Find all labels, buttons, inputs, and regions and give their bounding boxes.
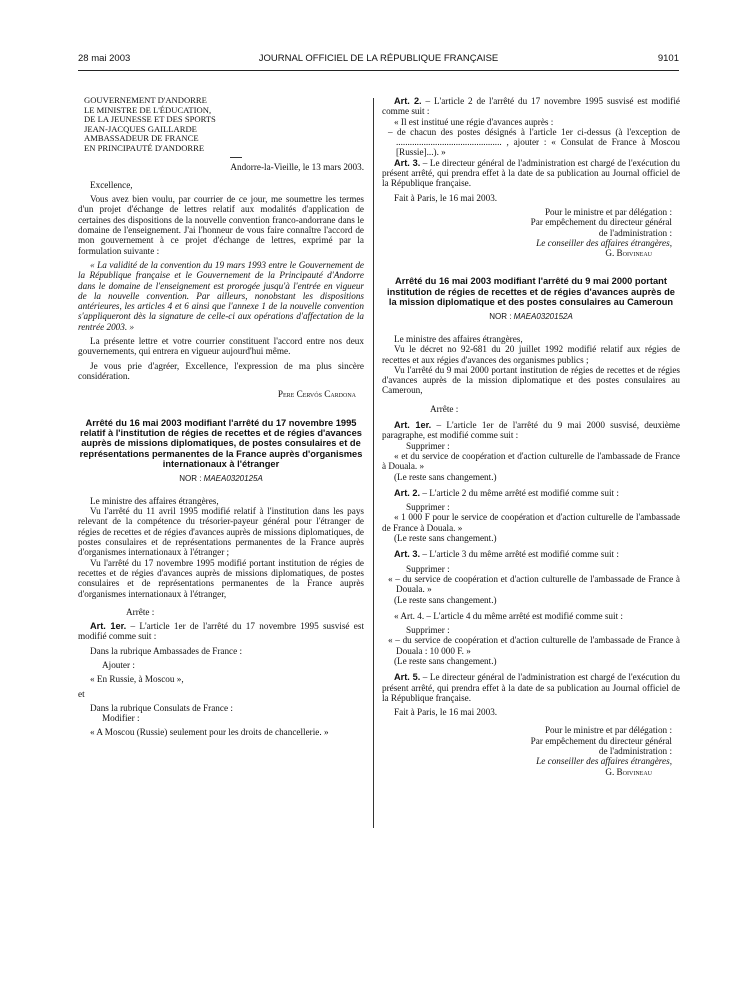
decree2-article-2-label: Art. 2. [394, 487, 421, 498]
decree2-signature-line-3: de l'administration : [598, 746, 672, 757]
decree2-fait: Fait à Paris, le 16 mai 2003. [394, 707, 498, 718]
decree1-vu-2: Vu l'arrêté du 17 novembre 1995 modifié portant institution de régies de recettes et de régies d'avances auprès de missions diplomatiques, de postes consulaires et de représentations permanentes de la France auprès d'organismes internationaux à l'étranger, [78, 557, 364, 599]
decree2-nor [382, 312, 680, 322]
letter-authority-government: GOUVERNEMENT D'ANDORRE [84, 95, 207, 105]
decree2-article-4-quote: « – du service de coopération et d'action culturelle de l'ambassade de France à Douala : 10 000 F. » [388, 635, 680, 656]
decree1-nor-code: MAEA0320125A [203, 473, 263, 483]
decree1-signature-block [382, 207, 680, 258]
letter-authority-ambassador-place: EN PRINCIPAUTÉ D'ANDORRE [84, 142, 205, 153]
decree2-signature-line-2: Par empêchement du directeur général [530, 735, 672, 746]
right-column [382, 96, 680, 777]
decree1-article-2-quote-2: – de chacun des postes désignés à l'article 1er ci-dessus (à l'exception de .............................................. , ajouter : « Consulat de France à Moscou [Russie]...). » [388, 126, 680, 158]
page-header [78, 53, 679, 67]
decree1-signature-line-4: Le conseiller des affaires étrangères, [536, 237, 672, 248]
decree1-article-3-text: – Le directeur général de l'administration est chargé de l'exécution du présent arrêté, qui prendra effet à la date de sa publication au Journal officiel de la République française. [382, 157, 681, 189]
decree1-article-2-text: – L'article 2 de l'arrêté du 17 novembre 1995 susvisé est modifié comme suit : [382, 96, 680, 117]
decree1-fait: Fait à Paris, le 16 mai 2003. [394, 192, 498, 203]
letter-paragraph-1: Vous avez bien voulu, par courrier de ce jour, me soumettre les termes d'un projet d'échange de lettres relatif aux modalités d'application de certaines des dispositions de la nouvelle convention franco-andorrane dans le domaine de l'enseignement. J'ai l'honneur de vous faire connaître l'accord de mon gouvernement à ce projet d'échange de lettres, exprimé par la formulation suivante : [78, 194, 364, 256]
letter-salutation: Excellence, [90, 179, 133, 190]
decree2-signature-name: G. Boivineau [605, 766, 652, 777]
decree2-nor-code: MAEA0320152A [513, 311, 573, 321]
header-page-number: 9101 [657, 53, 679, 64]
letter-quote: « La validité de la convention du 19 mars 1993 entre le Gouvernement de la République française et le Gouvernement de la Principauté d'Andorre dans le domaine de l'enseignement est prorogée jusqu'à l'entrée en vigueur de la nouvelle convention. Par ailleurs, nonobstant les dispositions antérieures, les articles 4 et 6 ainsi que l'annexe 1 de la nouvelle convention s'appliqueront dès la signature de celle-ci aux opérations d'affectation de la rentrée 2003. » [78, 259, 364, 332]
letter-authority-minister-line1: LE MINISTRE DE L'ÉDUCATION, [84, 104, 212, 115]
decree2-signature-block [382, 725, 680, 776]
left-column [78, 96, 364, 738]
decree2-nor-label: NOR : [489, 311, 512, 321]
decree2-article-5 [382, 672, 680, 703]
decree1-arrete: Arrête : [126, 606, 155, 617]
decree1-rubrique-consulats: Dans la rubrique Consulats de France : [90, 702, 233, 713]
letter-authority-block [84, 96, 364, 158]
decree2-article-3-reste: (Le reste sans changement.) [394, 594, 497, 605]
decree2-article-2 [382, 488, 680, 498]
decree2-arrete: Arrête : [430, 403, 459, 414]
decree1-article-1-label: Art. 1er. [90, 621, 127, 632]
decree1-modification-moscou: « A Moscou (Russie) seulement pour les droits de chancellerie. » [90, 727, 329, 738]
decree1-article-3 [382, 158, 680, 189]
decree1-article-2-quote-1: « Il est institué une régie d'avances auprès : [394, 116, 554, 127]
decree1-signature-line-1: Pour le ministre et par délégation : [544, 206, 672, 217]
letter-authority-ambassador-name: JEAN-JACQUES GAILLARDE [84, 123, 197, 134]
header-rule [78, 70, 679, 71]
decree2-signature-line-1: Pour le ministre et par délégation : [544, 725, 672, 736]
header-date: 28 mai 2003 [78, 53, 131, 64]
decree1-signature-line-3: de l'administration : [598, 227, 672, 238]
decree1-article-1 [78, 621, 364, 642]
decree1-nor-label: NOR : [179, 473, 202, 483]
decree2-article-4-supprimer: Supprimer : [406, 625, 450, 636]
decree1-article-2 [382, 96, 680, 117]
decree2-article-1 [382, 420, 680, 441]
decree2-article-3 [382, 549, 680, 559]
decree2-vu-1: Vu le décret no 92-681 du 20 juillet 1992 modifié relatif aux régies de recettes et aux régies d'avances des organismes publics ; [382, 344, 680, 365]
letter-paragraph-2: La présente lettre et votre courrier constituent l'accord entre nos deux gouvernements, qui entrera en vigueur aujourd'hui même. [78, 336, 364, 357]
decree2-article-3-label: Art. 3. [394, 549, 421, 560]
decree2-article-2-quote: « 1 000 F pour le service de coopération et d'action culturelle de l'ambassade de France à Douala. » [382, 512, 680, 533]
decree2-signature-line-4: Le conseiller des affaires étrangères, [536, 756, 672, 767]
decree2-article-1-supprimer: Supprimer : [406, 440, 450, 451]
letter-authority-ambassador-title: AMBASSADEUR DE FRANCE [84, 133, 199, 144]
decree2-article-1-text: – L'article 1er de l'arrêté du 9 mai 2000 susvisé, deuxième paragraphe, est modifié comme suit : [382, 420, 681, 441]
decree1-ajouter: Ajouter : [102, 659, 135, 670]
decree1-ajout-moscou: « En Russie, à Moscou », [90, 674, 184, 685]
decree1-rubrique-ambassades: Dans la rubrique Ambassades de France : [90, 645, 243, 656]
decree2-article-2-supprimer: Supprimer : [406, 502, 450, 513]
decree1-signature-line-2: Par empêchement du directeur général [530, 217, 672, 228]
letter-paragraph-3: Je vous prie d'agréer, Excellence, l'expression de ma plus sincère considération. [78, 360, 364, 381]
decree2-article-3-text: – L'article 3 du même arrêté est modifié comme suit : [422, 549, 619, 560]
decree2-article-4: « Art. 4. – L'article 4 du même arrêté est modifié comme suit : [394, 610, 623, 621]
letter-signature: Pere Cervós Cardona [277, 389, 356, 400]
decree2-article-2-text: – L'article 2 du même arrêté est modifié comme suit : [422, 487, 619, 498]
decree2-article-1-quote: « et du service de coopération et d'action culturelle de l'ambassade de France à Douala. » [382, 450, 680, 472]
decree2-title: Arrêté du 16 mai 2003 modifiant l'arrêté du 9 mai 2000 portant institution de régies de recettes et de régies d'avances auprès de la mission diplomatique et des postes consulaires au Cameroun [387, 276, 675, 308]
decree2-article-3-supprimer: Supprimer : [406, 563, 450, 574]
decree2-article-1-label: Art. 1er. [394, 420, 432, 431]
decree2-article-3-quote: « – du service de coopération et d'action culturelle de l'ambassade de France à Douala. » [388, 573, 680, 595]
decree2-article-5-text: – Le directeur général de l'administration est chargé de l'exécution du présent arrêté, qui prendra effet à la date de sa publication au Journal officiel de la République française. [382, 672, 681, 703]
decree1-intro: Le ministre des affaires étrangères, [90, 495, 219, 506]
decree1-vu-1: Vu l'arrêté du 11 avril 1995 modifié relatif à l'institution dans les pays relevant de la compétence du trésorier-payeur général pour l'étranger de régies de recettes et de régies d'avances auprès de missions diplomatiques, de postes consulaires et de représentations permanentes de la France auprès d'organismes internationaux à l'étranger ; [78, 506, 364, 558]
decree1-modifier: Modifier : [102, 713, 140, 724]
decree1-nor [78, 474, 364, 484]
decree1-signature-name: G. Boivineau [605, 248, 652, 259]
letter-place-date: Andorre-la-Vieille, le 13 mars 2003. [230, 161, 364, 172]
decree2-article-2-reste: (Le reste sans changement.) [394, 533, 497, 544]
decree1-title: Arrêté du 16 mai 2003 modifiant l'arrêté du 17 novembre 1995 relatif à l'institution de régies de recettes et de régies d'avances auprès de missions diplomatiques, de postes consulaires et de représentations permanentes de la France auprès d'organismes internationaux à l'étranger [79, 417, 363, 470]
letter-authority-minister-line2: DE LA JEUNESSE ET DES SPORTS [84, 114, 216, 125]
decree1-article-1-text: – L'article 1er de l'arrêté du 17 novembre 1995 susvisé est modifié comme suit : [78, 621, 364, 642]
decree1-et: et [78, 688, 85, 699]
column-divider [373, 98, 374, 828]
decree2-intro: Le ministre des affaires étrangères, [394, 333, 523, 344]
decree1-article-2-label: Art. 2. [394, 96, 422, 106]
decree2-vu-2: Vu l'arrêté du 9 mai 2000 portant institution de régies de recettes et de régies d'avances auprès de la mission diplomatique et des postes consulaires au Cameroun, [382, 364, 680, 396]
decree2-article-1-reste: (Le reste sans changement.) [394, 471, 497, 482]
header-journal-title: JOURNAL OFFICIEL DE LA RÉPUBLIQUE FRANÇAISE [258, 53, 499, 64]
decree1-article-3-label: Art. 3. [394, 157, 421, 168]
decree2-article-4-reste: (Le reste sans changement.) [394, 655, 497, 666]
decree2-article-5-label: Art. 5. [394, 672, 421, 683]
letter-separator [230, 157, 242, 158]
